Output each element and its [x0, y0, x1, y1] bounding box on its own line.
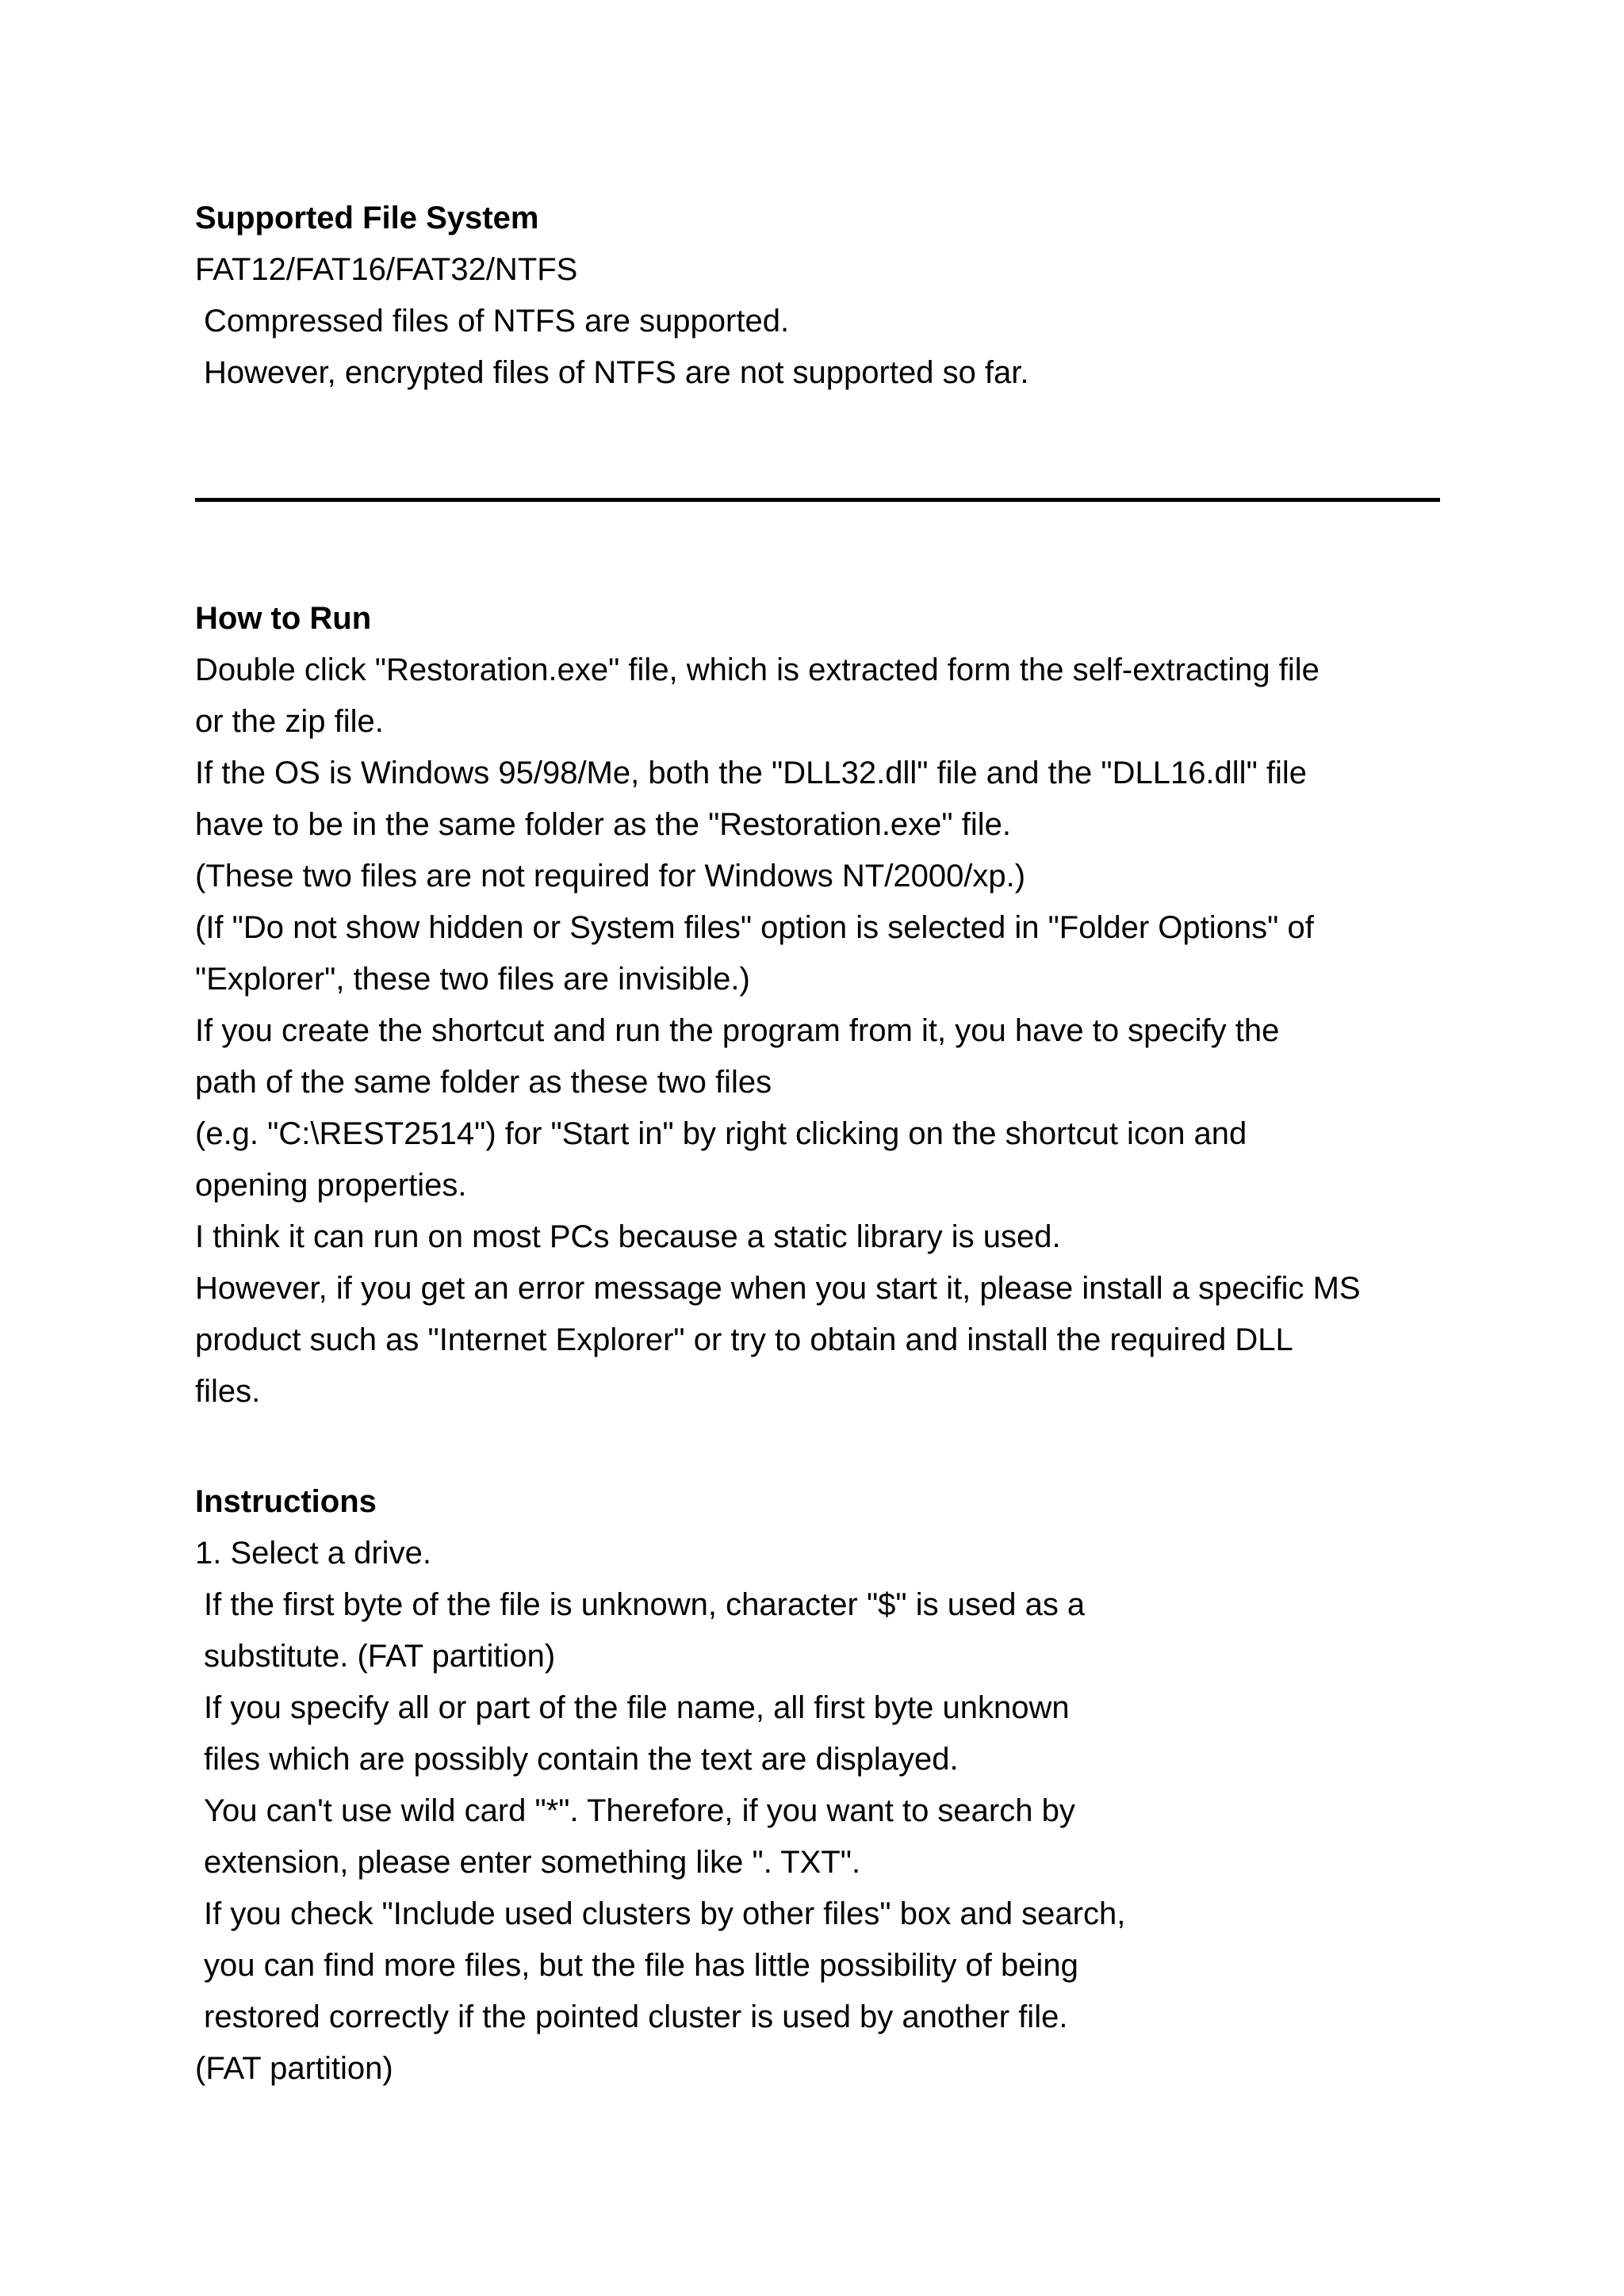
paragraph-line: opening properties. [195, 1168, 467, 1203]
paragraph-line: (These two files are not required for Windows NT/2000/xp.) [195, 859, 1026, 894]
paragraph-line: (e.g. "C:\REST2514") for "Start in" by right clicking on the shortcut icon and [195, 1116, 1247, 1151]
paragraph-line: However, if you get an error message when you start it, please install a specific MS [195, 1271, 1361, 1306]
paragraph-line: I think it can run on most PCs because a static library is used. [195, 1219, 1061, 1254]
instructions-section [195, 1476, 1480, 2095]
section-heading: Supported File System [195, 201, 539, 235]
paragraph-line: product such as "Internet Explorer" or try to obtain and install the required DLL [195, 1322, 1293, 1357]
paragraph-line: 1. Select a drive. [195, 1536, 431, 1571]
paragraph-line: files. [195, 1374, 261, 1409]
section-divider [195, 498, 1440, 502]
paragraph-line: have to be in the same folder as the "Restoration.exe" file. [195, 807, 1011, 842]
section-heading: Instructions [195, 1484, 377, 1519]
paragraph-line: You can't use wild card "*". Therefore, if you want to search by [204, 1793, 1075, 1828]
paragraph-line: FAT12/FAT16/FAT32/NTFS [195, 252, 578, 287]
paragraph-line: path of the same folder as these two files [195, 1065, 772, 1100]
paragraph-line: or the zip file. [195, 704, 384, 739]
paragraph-line: substitute. (FAT partition) [204, 1639, 556, 1674]
section-heading: How to Run [195, 601, 372, 636]
paragraph-line: extension, please enter something like ". TXT". [204, 1845, 861, 1880]
paragraph-line: (FAT partition) [195, 2051, 393, 2086]
paragraph-line: (If "Do not show hidden or System files" option is selected in "Folder Options" of [195, 910, 1314, 945]
how-to-run-section [195, 593, 1480, 1418]
paragraph-line: you can find more files, but the file has little possibility of being [204, 1948, 1078, 1983]
paragraph-line: If you specify all or part of the file name, all first byte unknown [204, 1690, 1070, 1725]
paragraph-line: If the OS is Windows 95/98/Me, both the "DLL32.dll" file and the "DLL16.dll" file [195, 756, 1308, 790]
supported-file-system-section [195, 193, 1480, 399]
paragraph-line: "Explorer", these two files are invisible.) [195, 962, 750, 997]
paragraph-line: restored correctly if the pointed cluster is used by another file. [204, 1999, 1068, 2034]
paragraph-line: If you create the shortcut and run the program from it, you have to specify the [195, 1013, 1280, 1048]
paragraph-line: If the first byte of the file is unknown, character "$" is used as a [204, 1587, 1086, 1622]
paragraph-line: Double click "Restoration.exe" file, which is extracted form the self-extracting file [195, 652, 1320, 687]
paragraph-line: However, encrypted files of NTFS are not supported so far. [204, 355, 1029, 390]
paragraph-line: files which are possibly contain the text are displayed. [204, 1742, 959, 1777]
paragraph-line: Compressed files of NTFS are supported. [204, 304, 790, 339]
paragraph-line: If you check "Include used clusters by other files" box and search, [204, 1896, 1126, 1931]
